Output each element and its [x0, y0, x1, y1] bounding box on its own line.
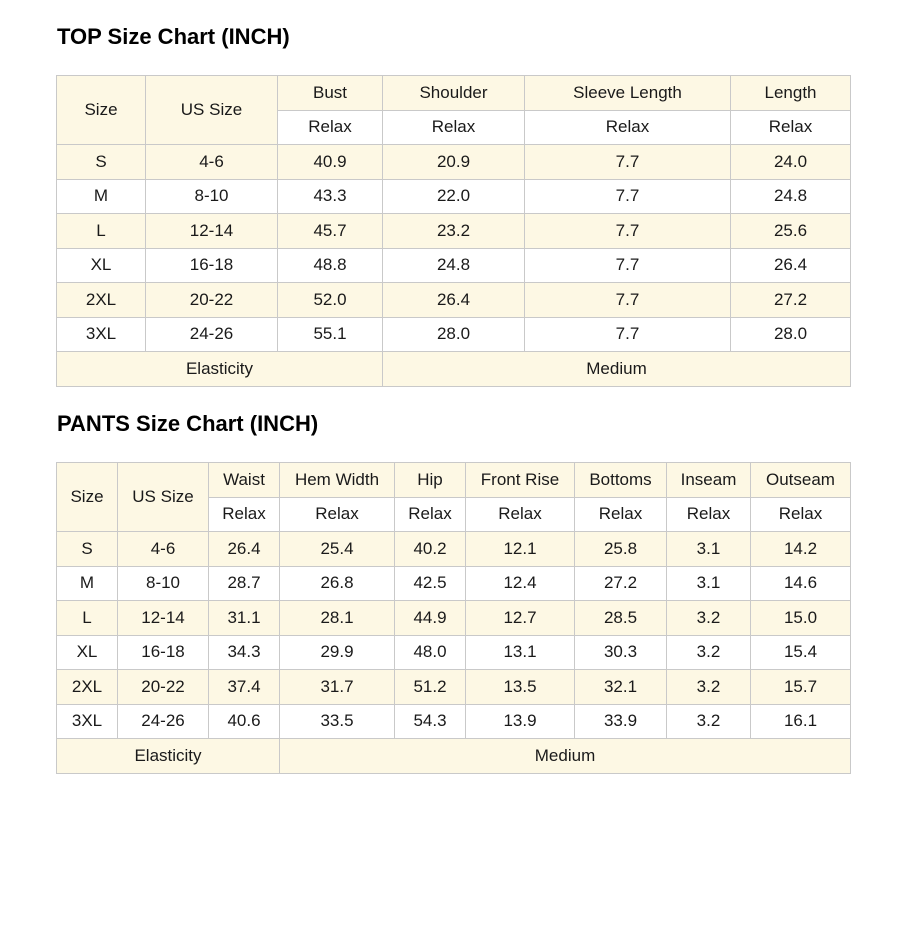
subheader-relax: Relax: [667, 497, 751, 532]
size-cell: 2XL: [57, 283, 146, 318]
size-cell: S: [57, 145, 146, 180]
header-shoulder: Shoulder: [383, 76, 525, 111]
measurement-cell: 12.4: [466, 566, 575, 601]
table-row: [57, 179, 851, 214]
size-cell: 3XL: [57, 704, 118, 739]
measurement-cell: 7.7: [525, 179, 731, 214]
measurement-cell: 27.2: [575, 566, 667, 601]
us-size-cell: 12-14: [146, 214, 278, 249]
header-sleeve-length: Sleeve Length: [525, 76, 731, 111]
elasticity-value: Medium: [280, 739, 851, 774]
measurement-cell: 24.8: [731, 179, 851, 214]
measurement-cell: 40.9: [278, 145, 383, 180]
measurement-cell: 13.5: [466, 670, 575, 705]
subheader-relax: Relax: [751, 497, 851, 532]
size-cell: 2XL: [57, 670, 118, 705]
measurement-cell: 7.7: [525, 145, 731, 180]
measurement-cell: 32.1: [575, 670, 667, 705]
measurement-cell: 7.7: [525, 283, 731, 318]
measurement-cell: 48.8: [278, 248, 383, 283]
us-size-cell: 16-18: [146, 248, 278, 283]
measurement-cell: 48.0: [395, 635, 466, 670]
measurement-cell: 31.1: [209, 601, 280, 636]
measurement-cell: 3.2: [667, 704, 751, 739]
table-row: [57, 566, 851, 601]
table-row: [57, 317, 851, 352]
measurement-cell: 20.9: [383, 145, 525, 180]
measurement-cell: 27.2: [731, 283, 851, 318]
measurement-cell: 24.8: [383, 248, 525, 283]
subheader-relax: Relax: [383, 110, 525, 145]
size-cell: XL: [57, 635, 118, 670]
table-row: [57, 704, 851, 739]
measurement-cell: 40.2: [395, 532, 466, 567]
header-size: Size: [57, 76, 146, 145]
us-size-cell: 8-10: [146, 179, 278, 214]
top-size-table: [56, 75, 851, 387]
measurement-cell: 12.1: [466, 532, 575, 567]
subheader-relax: Relax: [395, 497, 466, 532]
measurement-cell: 28.1: [280, 601, 395, 636]
elasticity-value: Medium: [383, 352, 851, 387]
measurement-cell: 44.9: [395, 601, 466, 636]
us-size-cell: 16-18: [118, 635, 209, 670]
measurement-cell: 3.2: [667, 635, 751, 670]
header-waist: Waist: [209, 463, 280, 498]
measurement-cell: 13.9: [466, 704, 575, 739]
measurement-cell: 15.7: [751, 670, 851, 705]
measurement-cell: 51.2: [395, 670, 466, 705]
us-size-cell: 12-14: [118, 601, 209, 636]
us-size-cell: 20-22: [146, 283, 278, 318]
pants-header-row: [57, 463, 851, 498]
header-inseam: Inseam: [667, 463, 751, 498]
measurement-cell: 3.1: [667, 532, 751, 567]
measurement-cell: 54.3: [395, 704, 466, 739]
subheader-relax: Relax: [731, 110, 851, 145]
measurement-cell: 28.0: [731, 317, 851, 352]
measurement-cell: 7.7: [525, 317, 731, 352]
measurement-cell: 30.3: [575, 635, 667, 670]
measurement-cell: 14.2: [751, 532, 851, 567]
measurement-cell: 52.0: [278, 283, 383, 318]
measurement-cell: 28.5: [575, 601, 667, 636]
measurement-cell: 43.3: [278, 179, 383, 214]
pants-size-rows: [57, 532, 851, 739]
measurement-cell: 26.4: [383, 283, 525, 318]
measurement-cell: 7.7: [525, 248, 731, 283]
us-size-cell: 24-26: [118, 704, 209, 739]
measurement-cell: 15.4: [751, 635, 851, 670]
measurement-cell: 14.6: [751, 566, 851, 601]
pants-size-table: [56, 462, 851, 774]
measurement-cell: 55.1: [278, 317, 383, 352]
measurement-cell: 26.4: [731, 248, 851, 283]
header-size: Size: [57, 463, 118, 532]
measurement-cell: 22.0: [383, 179, 525, 214]
header-bust: Bust: [278, 76, 383, 111]
us-size-cell: 24-26: [146, 317, 278, 352]
measurement-cell: 15.0: [751, 601, 851, 636]
measurement-cell: 28.0: [383, 317, 525, 352]
measurement-cell: 26.4: [209, 532, 280, 567]
measurement-cell: 28.7: [209, 566, 280, 601]
pants-size-chart-title: PANTS Size Chart (INCH): [57, 411, 319, 436]
header-us-size: US Size: [146, 76, 278, 145]
us-size-cell: 4-6: [146, 145, 278, 180]
measurement-cell: 25.8: [575, 532, 667, 567]
table-row: [57, 601, 851, 636]
table-row: [57, 145, 851, 180]
top-header-row: [57, 76, 851, 111]
measurement-cell: 25.4: [280, 532, 395, 567]
subheader-relax: Relax: [278, 110, 383, 145]
measurement-cell: 12.7: [466, 601, 575, 636]
measurement-cell: 16.1: [751, 704, 851, 739]
measurement-cell: 3.1: [667, 566, 751, 601]
measurement-cell: 29.9: [280, 635, 395, 670]
elasticity-label: Elasticity: [57, 739, 280, 774]
header-length: Length: [731, 76, 851, 111]
pants-elasticity-row: [57, 739, 851, 774]
measurement-cell: 31.7: [280, 670, 395, 705]
us-size-cell: 20-22: [118, 670, 209, 705]
table-row: [57, 283, 851, 318]
measurement-cell: 13.1: [466, 635, 575, 670]
measurement-cell: 23.2: [383, 214, 525, 249]
size-cell: 3XL: [57, 317, 146, 352]
table-row: [57, 532, 851, 567]
top-size-rows: [57, 145, 851, 352]
header-hem-width: Hem Width: [280, 463, 395, 498]
measurement-cell: 34.3: [209, 635, 280, 670]
measurement-cell: 40.6: [209, 704, 280, 739]
us-size-cell: 4-6: [118, 532, 209, 567]
us-size-cell: 8-10: [118, 566, 209, 601]
size-cell: M: [57, 566, 118, 601]
measurement-cell: 3.2: [667, 601, 751, 636]
size-cell: M: [57, 179, 146, 214]
table-row: [57, 248, 851, 283]
top-elasticity-row: [57, 352, 851, 387]
header-us-size: US Size: [118, 463, 209, 532]
header-outseam: Outseam: [751, 463, 851, 498]
measurement-cell: 37.4: [209, 670, 280, 705]
table-row: [57, 214, 851, 249]
subheader-relax: Relax: [280, 497, 395, 532]
measurement-cell: 3.2: [667, 670, 751, 705]
size-cell: L: [57, 601, 118, 636]
measurement-cell: 26.8: [280, 566, 395, 601]
measurement-cell: 42.5: [395, 566, 466, 601]
measurement-cell: 24.0: [731, 145, 851, 180]
subheader-relax: Relax: [525, 110, 731, 145]
subheader-relax: Relax: [209, 497, 280, 532]
size-cell: S: [57, 532, 118, 567]
subheader-relax: Relax: [575, 497, 667, 532]
size-cell: L: [57, 214, 146, 249]
elasticity-label: Elasticity: [57, 352, 383, 387]
header-hip: Hip: [395, 463, 466, 498]
table-row: [57, 670, 851, 705]
table-row: [57, 635, 851, 670]
size-cell: XL: [57, 248, 146, 283]
subheader-relax: Relax: [466, 497, 575, 532]
top-size-chart-title: TOP Size Chart (INCH): [57, 24, 290, 49]
header-bottoms: Bottoms: [575, 463, 667, 498]
measurement-cell: 7.7: [525, 214, 731, 249]
measurement-cell: 33.9: [575, 704, 667, 739]
measurement-cell: 33.5: [280, 704, 395, 739]
measurement-cell: 25.6: [731, 214, 851, 249]
header-front-rise: Front Rise: [466, 463, 575, 498]
measurement-cell: 45.7: [278, 214, 383, 249]
